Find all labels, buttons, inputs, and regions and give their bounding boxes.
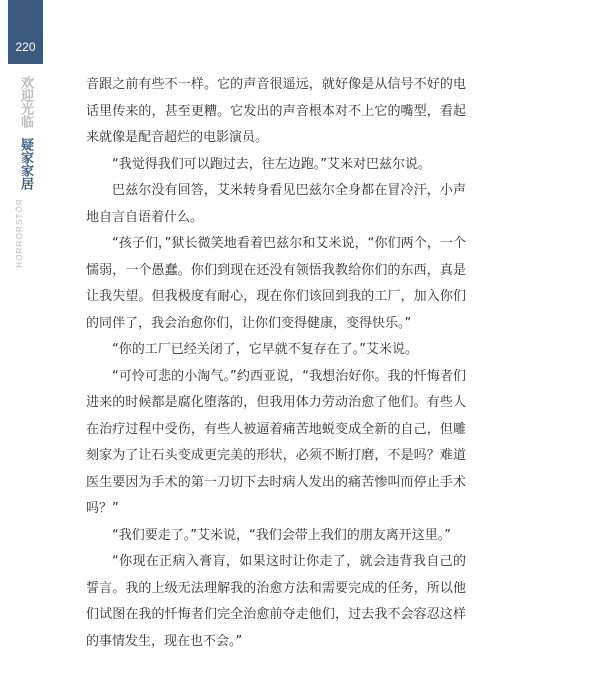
- book-title-part-1: 欢迎光临: [18, 76, 33, 128]
- paragraph: 音跟之前有些不一样。它的声音很遥远，就好像是从信号不好的电话里传来的，甚至更糟。它发出的声音根本对不上它的嘴型，看起来就像是配音超烂的电影演员。: [86, 77, 466, 145]
- body-text: [86, 72, 466, 655]
- paragraph: 巴兹尔没有回答，艾米转身看见巴兹尔全身都在冒冷汗，小声地自言自语着什么。: [86, 183, 466, 225]
- paragraph: “我觉得我们可以跑过去，往左边跑。”艾米对巴兹尔说。: [112, 156, 431, 172]
- paragraph: “你的工厂已经关闭了，它早就不复存在了。”艾米说。: [112, 342, 418, 357]
- page-number: 220: [15, 40, 36, 54]
- paragraph: “我们要走了。”艾米说，“我们会带上我们的朋友离开这里。”: [112, 527, 451, 543]
- paragraph: “你现在正病入膏肓，如果这时让你走了，就会违背我自己的誓言。我的上级无法理解我的治愈方法和需要完成的任务，所以他们试图在我的忏悔者们完全治愈前夺走他们，过去我不会容忍这样的事情发生，现在也不会。”: [86, 554, 466, 649]
- paragraph: “孩子们，”狱长微笑地看着巴兹尔和艾米说，“你们两个，一个懦弱，一个愚蠢。你们到现在还没有领悟我教给你们的东西，真是让我失望。但我极度有耐心，现在你们该回到我的工厂，加入你们的同伴了，我会治愈你们，让你们变得健康，变得快乐。”: [86, 236, 466, 331]
- page-number-tab: [8, 0, 43, 64]
- book-title-part-2: 疑家家居: [18, 138, 33, 190]
- brand-name: HORRORSTÖR: [15, 198, 24, 268]
- paragraph: “可怜可悲的小淘气。”约西亚说，“我想治好你。我的忏悔者们进来的时候都是腐化堕落的，但我用体力劳动治愈了他们。有些人在治疗过程中受伤，有些人被逼着痛苦地蜕变成全新的自己，但雕刻家为了让石头变成更完美的形状，必须不断打磨，不是吗？难道医生要因为手术的第一刀切下去时病人发出的痛苦惨叫而停止手术吗？”: [86, 368, 466, 516]
